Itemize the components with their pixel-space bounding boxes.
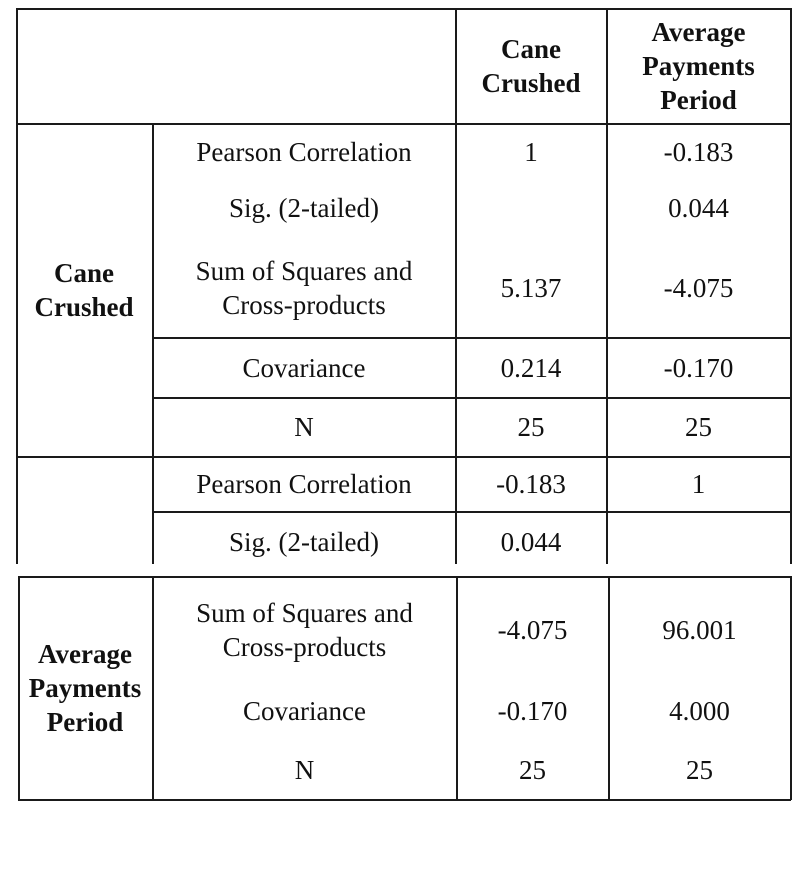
row-group-label-average-payments-period: Average Payments Period (28, 639, 142, 737)
value-cell: -0.170 (497, 696, 568, 726)
value-cell: 4.000 (669, 696, 730, 726)
row-group-label-cane-crushed: Cane Crushed (34, 258, 134, 322)
value-cell: 5.137 (500, 273, 562, 303)
value-cell: 0.044 (500, 527, 562, 557)
value-cell: 0.044 (668, 193, 729, 223)
value-cell: 1 (524, 137, 538, 167)
right-border (790, 8, 792, 564)
stat-label: Sig. (2-tailed) (229, 527, 379, 557)
value-cell (456, 180, 606, 236)
value-cell: 25 (685, 412, 712, 442)
value-cell: 25 (517, 412, 545, 442)
value-cell: -0.183 (663, 137, 734, 167)
stat-label: Covariance (242, 352, 366, 383)
value-cell: 1 (691, 469, 706, 499)
bottom-border (18, 799, 791, 801)
stat-label: N (294, 412, 314, 442)
stat-label: Sig. (2-tailed) (229, 193, 379, 223)
stat-label: Sum of Squares and Cross-products (196, 598, 413, 662)
value-cell: 0.214 (500, 352, 562, 383)
stat-label: N (294, 755, 315, 785)
stat-label: Pearson Correlation (196, 469, 412, 499)
value-cell: -0.183 (496, 469, 566, 499)
value-cell: -0.170 (663, 352, 734, 383)
stat-label: Covariance (243, 696, 366, 726)
value-cell (607, 512, 790, 572)
column-header-average-payments-period: Average Payments Period (642, 16, 755, 115)
value-cell: -4.075 (663, 273, 734, 303)
value-cell: 96.001 (662, 615, 737, 645)
stat-label: Pearson Correlation (196, 137, 412, 167)
column-header-cane-crushed: Cane Crushed (481, 33, 581, 98)
value-cell: 25 (686, 755, 713, 785)
value-cell: 25 (519, 755, 546, 785)
stat-label: Sum of Squares and Cross-products (195, 256, 413, 320)
right-border (790, 576, 792, 800)
value-cell: -4.075 (497, 615, 568, 645)
